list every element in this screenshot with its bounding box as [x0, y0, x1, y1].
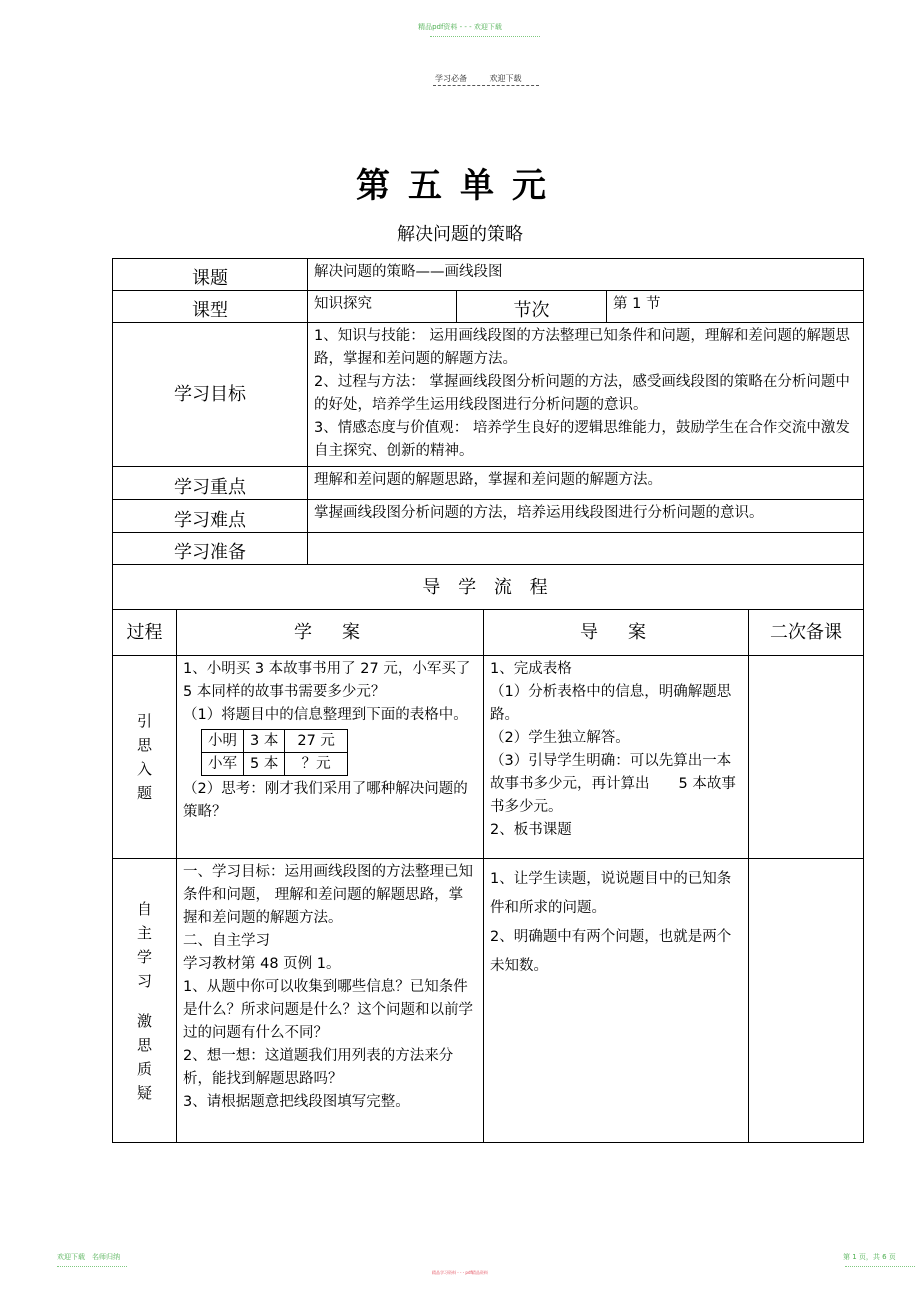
stage-char: 习: [136, 971, 152, 990]
guide-text: 1、完成表格: [490, 661, 572, 677]
guide-plan-cell: [484, 656, 749, 859]
key-value: 理解和差问题的解题思路，掌握和差问题的解题方法。: [308, 467, 864, 500]
mini-cell: ？元: [285, 753, 348, 776]
section-value: 第 1 节: [607, 291, 864, 323]
stage-label: [113, 859, 177, 1143]
plan-text: （2）思考：刚才我们采用了哪种解决问题的策略？: [183, 781, 468, 820]
stage-char: 激: [136, 1011, 152, 1030]
plan-text: 1、小明买 3 本故事书用了 27 元，小军买了 5 本同样的故事书需要多少元？: [183, 661, 471, 700]
goals-cell: [308, 323, 864, 467]
page-header: [435, 73, 522, 84]
plan-text: 一、学习目标：运用画线段图的方法整理已知条件和问题， 理解和差问题的解题思路，掌握和差问题的解题方法。: [183, 864, 473, 926]
stage-char: 质: [136, 1059, 152, 1078]
footer-left-dots: [57, 1266, 127, 1267]
key-label: 学习重点: [113, 467, 308, 500]
second-prep-cell: [749, 656, 864, 859]
goal-item: 1、知识与技能： 运用画线段图的方法整理已知条件和问题，理解和差问题的解题思路，掌握和差问题的解题方法。: [314, 328, 850, 367]
type-label: 课型: [113, 291, 308, 323]
header-process: 过程: [113, 610, 177, 656]
header-second-prep: 二次备课: [749, 610, 864, 656]
guide-text: （2）学生独立解答。: [490, 730, 630, 746]
mini-cell: 5 本: [244, 753, 285, 776]
plan-text: 学习教材第 48 页例 1。: [183, 956, 341, 972]
footer-right-dots: [845, 1266, 915, 1267]
guide-text: （3）引导学生明确：可以先算出一本故事书多少元，再计算出 5 本故事书多少元。: [490, 753, 736, 815]
stage-char: 思: [136, 1035, 152, 1054]
plan-text: 1、从题中你可以收集到哪些信息？已知条件是什么？所求问题是什么？这个问题和以前学过的问题有什么不同？: [183, 979, 473, 1041]
goal-item: 3、情感态度与价值观： 培养学生良好的逻辑思维能力，鼓励学生在合作交流中激发自主探究、创新的精神。: [314, 420, 850, 459]
guide-plan-cell: [484, 859, 749, 1143]
prep-label: 学习准备: [113, 533, 308, 565]
plan-text: 3、请根据题意把线段图填写完整。: [183, 1094, 410, 1110]
mini-cell: 小军: [202, 753, 244, 776]
topic-value: 解决问题的策略——画线段图: [308, 259, 864, 291]
header-left: 学习必备: [435, 74, 467, 83]
plan-text: 2、想一想：这道题我们用列表的方法来分析，能找到解题思路吗？: [183, 1048, 454, 1087]
mini-cell: 3 本: [244, 730, 285, 753]
stage-char: 疑: [136, 1083, 152, 1102]
stage-char: 学: [136, 947, 152, 966]
watermark-top: 精品pdf资料 - - - 欢迎下载: [418, 23, 502, 31]
lesson-plan-table: [112, 258, 864, 1143]
stage-label: [113, 656, 177, 859]
topic-label: 课题: [113, 259, 308, 291]
footer-center: 精品学习资料 - - - pdf精品资料: [432, 1270, 488, 1275]
footer-page-number: 第 1 页，共 6 页: [843, 1253, 896, 1261]
study-plan-cell: [177, 859, 484, 1143]
prep-value: [308, 533, 864, 565]
header-right: 欢迎下载: [489, 74, 522, 83]
stage-gap: [119, 993, 170, 1009]
section-label: 节次: [457, 291, 607, 323]
footer-left: 欢迎下载 名师归纳: [57, 1253, 120, 1261]
second-prep-cell: [749, 859, 864, 1143]
guide-text: 1、让学生读题，说说题目中的已知条件和所求的问题。: [490, 871, 732, 916]
flow-title: 导 学 流 程: [113, 565, 864, 610]
plan-text: 二、自主学习: [183, 933, 270, 949]
goal-label: 学习目标: [113, 323, 308, 467]
header-study-plan: 学 案: [177, 610, 484, 656]
watermark-divider: [430, 36, 540, 37]
stage-char: 自: [136, 899, 152, 918]
stage-char: 入: [136, 760, 152, 778]
header-divider: [433, 85, 539, 86]
stage-char: 主: [136, 923, 152, 942]
header-guide-plan: 导 案: [484, 610, 749, 656]
study-plan-cell: [177, 656, 484, 859]
page-title: 第五单元: [356, 166, 564, 206]
guide-text: 2、板书课题: [490, 822, 572, 838]
goal-item: 2、过程与方法： 掌握画线段图分析问题的方法，感受画线段图的策略在分析问题中的好处，培养学生运用线段图进行分析问题的意识。: [314, 374, 850, 413]
guide-text: （1）分析表格中的信息，明确解题思路。: [490, 684, 732, 723]
stage-char: 思: [136, 736, 152, 754]
stage-char: 题: [136, 784, 152, 802]
guide-text: 2、明确题中有两个问题，也就是两个未知数。: [490, 929, 732, 974]
mini-cell: 小明: [202, 730, 244, 753]
stage-char: 引: [136, 712, 152, 730]
plan-text: （1）将题目中的信息整理到下面的表格中。: [183, 707, 468, 723]
type-value: 知识探究: [308, 291, 457, 323]
difficulty-label: 学习难点: [113, 500, 308, 533]
info-mini-table: [201, 729, 348, 776]
difficulty-value: 掌握画线段图分析问题的方法，培养运用线段图进行分析问题的意识。: [308, 500, 864, 533]
page-subtitle: 解决问题的策略: [397, 224, 523, 245]
mini-cell: 27 元: [285, 730, 348, 753]
